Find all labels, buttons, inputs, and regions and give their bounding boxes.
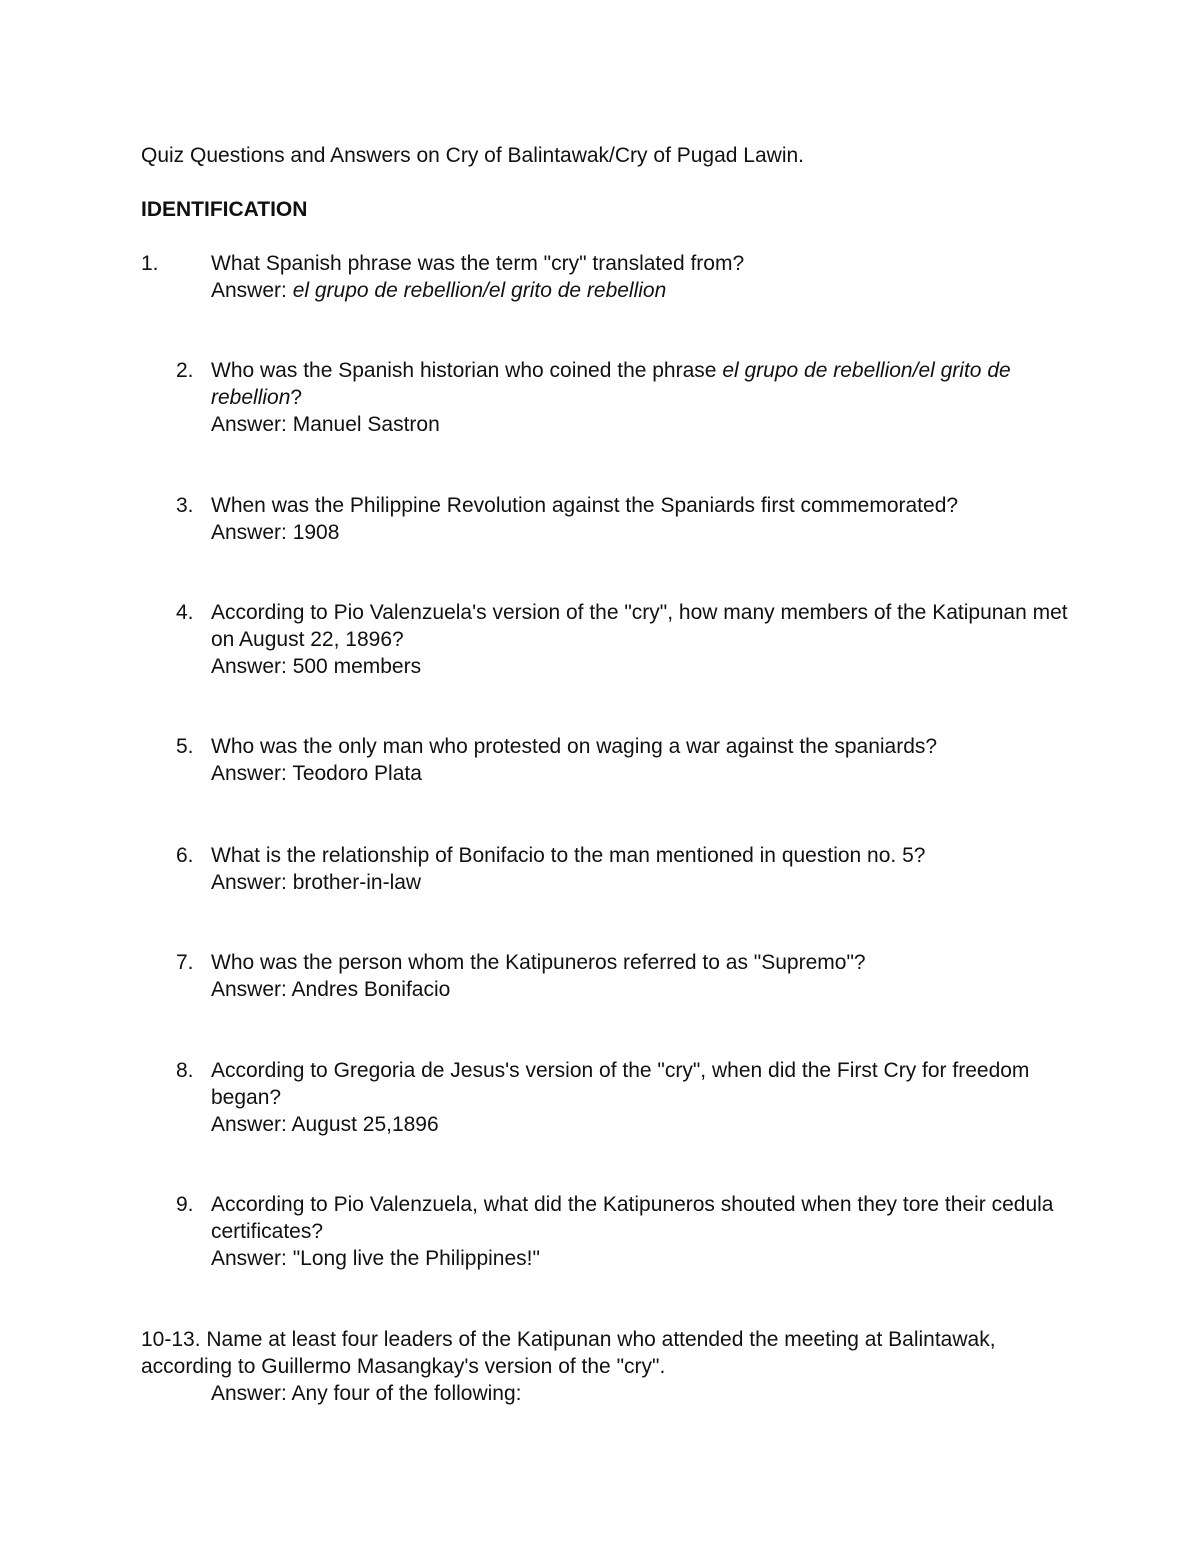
question-number: 9. [176,1193,194,1216]
answer-line [211,653,1071,680]
answer-line [211,277,1071,304]
question-text: According to Pio Valenzuela's version of the "cry", how many members of the Katipunan met on August 22, 1896? [211,601,1068,651]
answer-label: Answer: [211,1113,292,1136]
answer-text: 1908 [292,521,340,544]
question-number: 4. [176,601,194,624]
answer-line [211,411,1071,438]
question-number: 8. [176,1059,194,1082]
answer-line [211,976,1071,1003]
question-text-part: ? [290,386,303,409]
answer-label: Answer: [211,871,293,894]
answer-text: Manuel Sastron [292,413,440,436]
answer-text: Teodoro Plata [292,762,422,785]
answer-line [211,869,1071,896]
question-number: 6. [176,844,194,867]
question-number: 7. [176,951,194,974]
question-number: 3. [176,494,194,517]
question-text: According to Gregoria de Jesus's version of the "cry", when did the First Cry for freedom began? [211,1059,1030,1109]
question-text: When was the Philippine Revolution against the Spaniards first commemorated? [211,494,959,517]
question-text-italic: el grupo de rebellion/el grito de rebellion [211,359,1011,409]
question-text [211,357,1071,411]
question-text-part: Who was the Spanish historian who coined the phrase [211,359,723,382]
answer-text: el grupo de rebellion/el grito de rebellion [292,279,667,302]
answer-label: Answer: [211,1247,293,1270]
question-text: Who was the only man who protested on waging a war against the spaniards? [211,735,938,758]
answer-text: Andres Bonifacio [291,978,451,1001]
document-title: Quiz Questions and Answers on Cry of Balintawak/Cry of Pugad Lawin. [141,144,804,167]
answer-label: Answer: [211,978,292,1001]
answer-text: brother-in-law [292,871,422,894]
question-number: 5. [176,735,194,758]
answer-label: Answer: [211,762,293,785]
answer-line [211,760,1071,787]
question-text: What Spanish phrase was the term "cry" translated from? [211,252,745,275]
question-10-13-answer: Answer: Any four of the following: [211,1382,522,1405]
answer-label: Answer: [211,413,293,436]
question-text: Who was the person whom the Katipuneros referred to as "Supremo"? [211,951,866,974]
answer-label: Answer: [211,279,293,302]
answer-label: Answer: [211,655,293,678]
answer-line [211,519,1071,546]
question-number: 1. [141,252,159,275]
answer-label: Answer: [211,521,293,544]
answer-text: "Long live the Philippines!" [292,1247,540,1270]
answer-text: August 25,1896 [291,1113,439,1136]
answer-text: 500 members [292,655,422,678]
question-10-13-text: 10-13. Name at least four leaders of the Katipunan who attended the meeting at Balintawak, according to Guillermo Masangkay's version of the "cry". [141,1328,996,1378]
question-text: According to Pio Valenzuela, what did the Katipuneros shouted when they tore their cedula certificates? [211,1193,1054,1243]
question-number: 2. [176,359,194,382]
answer-line [211,1111,1071,1138]
section-heading: IDENTIFICATION [141,198,308,221]
question-text: What is the relationship of Bonifacio to the man mentioned in question no. 5? [211,844,926,867]
answer-line [211,1245,1071,1272]
